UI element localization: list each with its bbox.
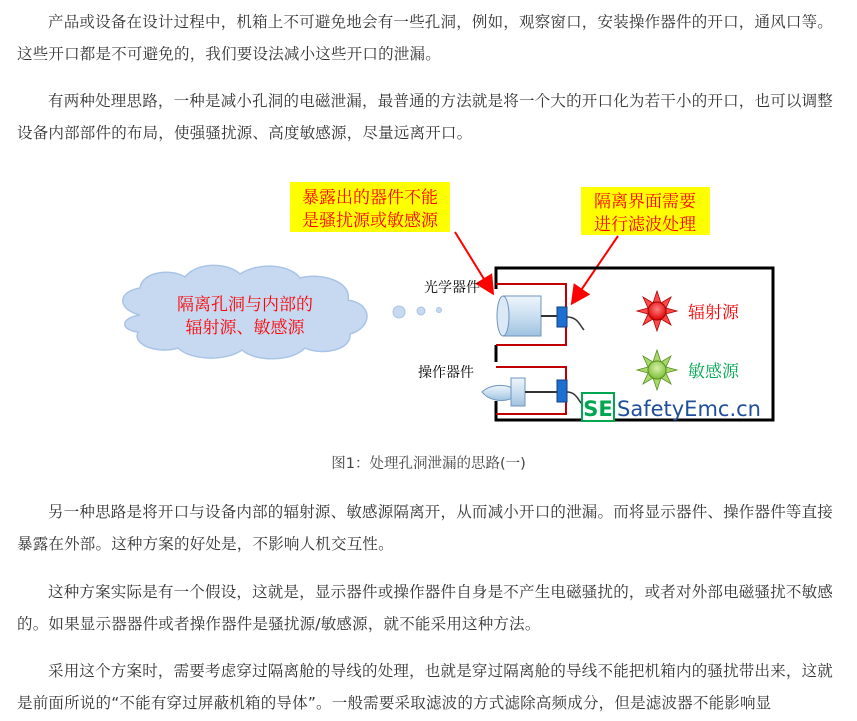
callout-filter-interface [581, 187, 710, 235]
watermark-badge: SE [583, 397, 613, 421]
paragraph-1: 产品或设备在设计过程中，机箱上不可避免地会有一些孔洞，例如，观察窗口，安装操作器件的开口，通风口等。这些开口都是不可避免的，我们要设法减小这些开口的泄漏。 [17, 13, 834, 63]
optical-device [497, 296, 584, 336]
label-optical-device: 光学器件 [424, 280, 480, 296]
paragraph-3: 另一种思路是将开口与设备内部的辐射源、敏感源隔离开，从而减小开口的泄漏。而将显示器件、操作器件等直接暴露在外部。这种方案的好处是，不影响人机交互性。 [17, 503, 834, 553]
label-operating-device: 操作器件 [418, 365, 474, 381]
label-sensitive-source: 敏感源 [688, 362, 739, 382]
label-radiation-source: 辐射源 [688, 303, 739, 323]
callout-filter-line2: 进行滤波处理 [594, 215, 696, 235]
callout-exposed-line2: 是骚扰源或敏感源 [302, 211, 438, 231]
paragraph-5: 采用这个方案时，需要考虑穿过隔离舱的导线的处理，也就是穿过隔离舱的导线不能把机箱内的骚扰带出来，这就是前面所说的“不能有穿过屏蔽机箱的导体”。一般需要采取滤波的方式滤除高频成分，但是滤波器不能影响显 [17, 662, 834, 712]
figure-caption: 图1：处理孔洞泄漏的思路(一) [331, 456, 526, 472]
paragraph-2: 有两种处理思路，一种是减小孔洞的电磁泄漏，最普通的方法就是将一个大的开口化为若干小的开口，也可以调整设备内部部件的布局，使强骚扰源、高度敏感源，尽量远离开口。 [17, 92, 834, 142]
figure-diagram [0, 170, 857, 450]
paragraph-4: 这种方案实际是有一个假设，这就是，显示器件或操作器件自身是不产生电磁骚扰的，或者对外部电磁骚扰不敏感的。如果显示器器件或者操作器件是骚扰源/敏感源，就不能采用这种方法。 [17, 583, 834, 633]
watermark-site: SafetyEmc.cn [617, 397, 761, 421]
sensitive-source-icon [637, 350, 677, 390]
filter-block-operating [557, 380, 567, 402]
radiation-source-icon [637, 291, 677, 331]
filter-block-optical [557, 307, 567, 327]
watermark-logo [582, 393, 761, 421]
callout-filter-line1: 隔离界面需要 [594, 192, 696, 212]
cloud-text-line1: 隔离孔洞与内部的 [177, 295, 313, 315]
callout-exposed-line1: 暴露出的器件不能 [302, 188, 438, 208]
cloud-shape [123, 265, 442, 358]
callout-exposed-devices [290, 182, 450, 232]
cloud-text-line2: 辐射源、敏感源 [185, 318, 305, 338]
